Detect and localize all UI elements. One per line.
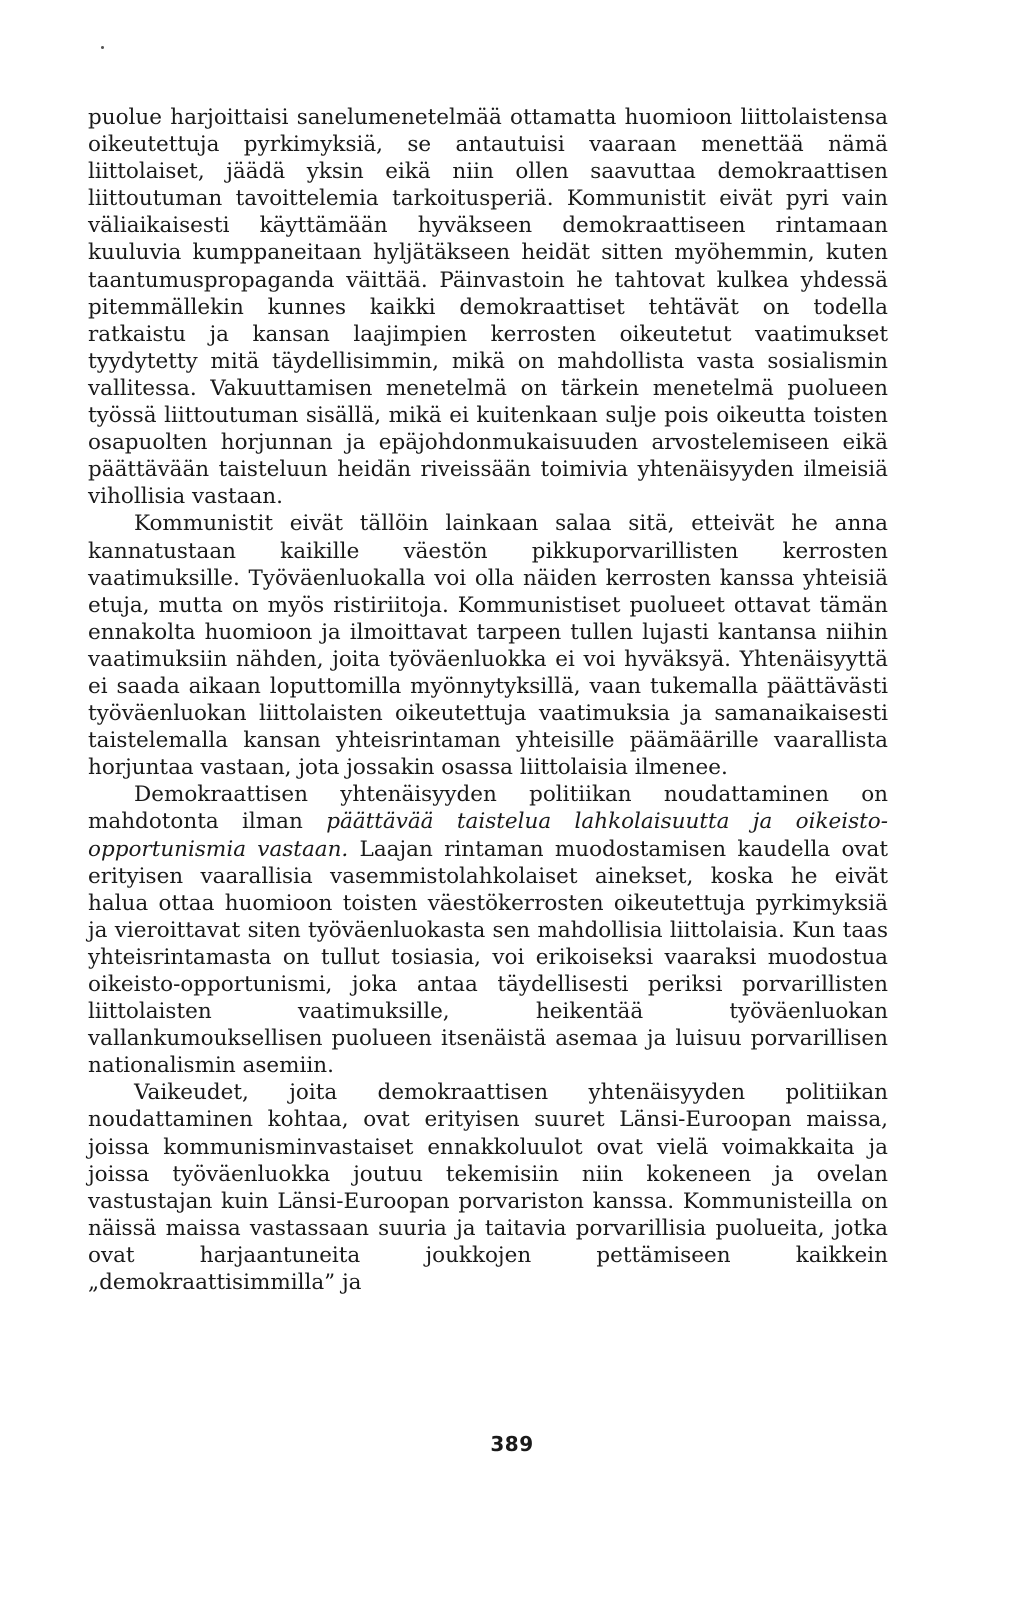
print-speck	[101, 46, 104, 49]
paragraph-1: puolue harjoittaisi sanelumenetelmää ottamatta huomioon liittolaistensa oikeutettuja pyrkimyksiä, se antautuisi vaaraan menettää nämä liittolaiset, jäädä yksin eikä niin ollen saavuttaa demokraattisen liittoutuman tavoittelemia tarkoitusperiä. Kommunistit eivät pyri vain väliaikaisesti käyttämään hyväkseen demokraattiseen rintamaan kuuluvia kumppaneitaan hyljätäkseen heidät sitten myöhemmin, kuten taantumuspropaganda väittää. Päinvastoin he tahtovat kulkea yhdessä pitemmällekin kunnes kaikki demokraattiset tehtävät on todella ratkaistu ja kansan laajimpien kerrosten oikeutetut vaatimukset tyydytetty mitä täydellisimmin, mikä on mahdollista vasta sosialismin vallitessa. Vakuuttamisen menetelmä on tärkein menetelmä puolueen työssä liittoutuman sisällä, mikä ei kuitenkaan sulje pois oikeutta toisten osapuolten horjunnan ja epäjohdonmukaisuuden arvostelemiseen eikä päättävään taisteluun heidän riveissään toimivia yhtenäisyyden ilmeisiä vihollisia vastaan.	[88, 105, 888, 510]
paragraph-4: Vaikeudet, joita demokraattisen yhtenäisyyden politiikan noudattaminen kohtaa, ovat erityisen suuret Länsi-Euroopan maissa, joissa kommunisminvastaiset ennakkoluulot ovat vielä voimakkaita ja joissa työväenluokka joutuu tekemisiin niin kokeneen ja ovelan vastustajan kuin Länsi-Euroopan porvariston kanssa. Kommunisteilla on näissä maissa vastassaan suuria ja taitavia porvarillisia puolueita, jotka ovat harjaantuneita joukkojen pettämiseen kaikkein „demokraattisimmilla” ja	[88, 1080, 888, 1296]
paragraph-3-emphasis: päättävää taistelua lahkolaisuutta ja oikeisto-opportunismia vastaan.	[88, 809, 888, 862]
paragraph-3-rest: Laajan rintaman muodostamisen kaudella ovat erityisen vaarallisia vasemmistolahkolaiset ainekset, koska he eivät halua ottaa huomioon toisten väestökerrosten oikeutettuja pyrkimyksiä ja vieroittavat siten työväenluokasta sen mahdollisia liittolaisia. Kun taas yhteisrintamasta on tullut tosiasia, voi erikoiseksi vaaraksi muodostua oikeisto-opportunismi, joka antaa täydellisesti periksi porvarillisten liittolaisten vaatimuksille, heikentää työväenluokan vallankumouksellisen puolueen itsenäistä asemaa ja luisuu porvarillisen nationalismin asemiin.	[88, 836, 888, 1079]
paragraph-3	[88, 781, 888, 1079]
page-number: 389	[490, 1432, 534, 1456]
paragraph-3-lead: Demokraattisen yhtenäisyyden politiikan noudattaminen on mahdotonta ilman	[88, 782, 888, 835]
book-page-text	[88, 104, 888, 1296]
paragraph-2: Kommunistit eivät tällöin lainkaan salaa sitä, etteivät he anna kannatustaan kaikille väestön pikkuporvarillisten kerrosten vaatimuksille. Työväenluokalla voi olla näiden kerrosten kanssa yhteisiä etuja, mutta on myös ristiriitoja. Kommunistiset puolueet ottavat tämän ennakolta huomioon ja ilmoittavat tarpeen tullen lujasti kantansa niihin vaatimuksiin nähden, joita työväenluokka ei voi hyväksyä. Yhtenäisyyttä ei saada aikaan loputtomilla myönnytyksillä, vaan tukemalla päättävästi työväenluokan liittolaisten oikeutettuja vaatimuksia ja samanaikaisesti taistelemalla kansan yhteisrintaman yhteisille päämäärille vaarallista horjuntaa vastaan, jota jossakin osassa liittolaisia ilmenee.	[88, 511, 888, 781]
